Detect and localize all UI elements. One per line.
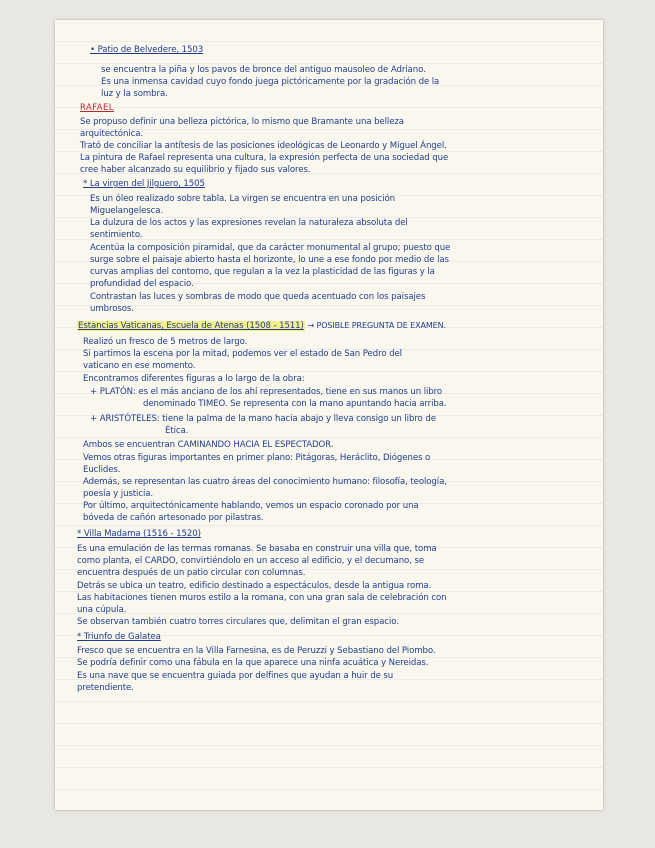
text-line: Es una emulación de las termas romanas. Se basaba en construir una villa que, toma (77, 544, 437, 554)
text-line: Es un óleo realizado sobre tabla. La virgen se encuentra en una posición (90, 194, 395, 204)
text-line: Trató de conciliar la antítesis de las posiciones ideológicas de Leonardo y Miguel Ángel. (80, 141, 447, 151)
text-line: poesía y justicia. (83, 489, 154, 499)
text-line: Si partimos la escena por la mitad, podemos ver el estado de San Pedro del (83, 349, 402, 359)
text-line: curvas amplias del contorno, que regulan a la vez la plasticidad de las figuras y la (90, 267, 435, 277)
text-line: denominado TIMEO. Se representa con la mano apuntando hacia arriba. (143, 399, 447, 409)
text-line: surge sobre el paisaje abierto hasta el horizonte, lo une a ese fondo por medio de las (90, 255, 449, 265)
text-line: cree haber alcanzado su equilibrio y fijado sus valores. (80, 165, 311, 175)
text-line: Por último, arquitectónicamente hablando, vemos un espacio coronado por una (83, 501, 419, 511)
text-line: Realizó un fresco de 5 metros de largo. (83, 337, 248, 347)
text-line: Las habitaciones tienen muros estilo a la romana, con una gran sala de celebración con (77, 593, 447, 603)
text-line: Fresco que se encuentra en la Villa Farnesina, es de Peruzzi y Sebastiano del Piombo. (77, 646, 436, 656)
text-line: una cúpula. (77, 605, 127, 615)
notebook-page (55, 20, 603, 810)
text-line: Vemos otras figuras importantes en primer plano: Pitágoras, Heráclito, Diógenes o (83, 453, 431, 463)
text-line: Se propuso definir una belleza pictórica, lo mismo que Bramante una belleza (80, 117, 404, 127)
text-line: Se observan también cuatro torres circulares que, delimitan el gran espacio. (77, 617, 399, 627)
text-line: Contrastan las luces y sombras de modo que queda acentuado con los paisajes (90, 292, 426, 302)
text-line: encuentra después de un patio circular con columnas. (77, 568, 306, 578)
text-line: Detrás se ubica un teatro, edificio destinado a espectáculos, desde la antigua roma. (77, 581, 432, 591)
text-line: como planta, el CARDO, convirtiéndolo en un acceso al edificio, y el decumano, se (77, 556, 425, 566)
heading-virgen-jilguero: * La virgen del Jilguero, 1505 (83, 179, 205, 189)
text-line: Miguelangelesca. (90, 206, 164, 216)
text-line: Acentúa la composición piramidal, que da carácter monumental al grupo; puesto que (90, 243, 451, 253)
text-line: pretendiente. (77, 683, 134, 693)
highlighted-title: Estancias Vaticanas, Escuela de Atenas (1508 - 1511) (78, 321, 304, 331)
heading-rafael: RAFAEL (80, 102, 114, 112)
text-line: Se podría definir como una fábula en la que aparece una ninfa acuática y Nereidas. (77, 658, 429, 668)
text-line: Es una inmensa cavidad cuyo fondo juega pictóricamente por la gradación de la (101, 77, 440, 87)
text-line: Encontramos diferentes figuras a lo largo de la obra: (83, 374, 305, 384)
text-line: Euclides. (83, 465, 121, 475)
text-line: La pintura de Rafael representa una cultura, la expresión perfecta de una sociedad que (80, 153, 449, 163)
text-line: Además, se representan las cuatro áreas del conocimiento humano: filosofía, teología, (83, 477, 447, 487)
text-line: profundidad del espacio. (90, 279, 194, 289)
heading-triunfo-galatea: * Triunfo de Galatea (77, 632, 161, 642)
text-line: bóveda de cañón artesonado por pilastras. (83, 513, 264, 523)
text-line: La dulzura de los actos y las expresiones revelan la naturaleza absoluta del (90, 218, 408, 228)
text-line: arquitectónica. (80, 129, 144, 139)
text-line: Ética. (165, 426, 189, 436)
text-line: Es una nave que se encuentra guiada por delfines que ayudan a huir de su (77, 671, 394, 681)
text-line: Ambos se encuentran CAMINANDO HACIA EL ESPECTADOR. (83, 440, 334, 450)
text-line: luz y la sombra. (101, 89, 168, 99)
text-line: se encuentra la piña y los pavos de bronce del antiguo mausoleo de Adriano. (101, 65, 426, 75)
text-line: + ARISTÓTELES: tiene la palma de la mano hacia abajo y lleva consigo un libro de (90, 414, 436, 424)
text-line: vaticano en ese momento. (83, 361, 196, 371)
heading-estancias-vaticanas (77, 320, 446, 332)
heading-villa-madama: * Villa Madama (1516 - 1520) (77, 529, 201, 539)
text-line: umbrosos. (90, 304, 134, 314)
exam-note: → POSIBLE PREGUNTA DE EXAMEN. (307, 321, 446, 330)
text-line: + PLATÓN: es el más anciano de los ahí representados, tiene en sus manos un libro (90, 387, 443, 397)
heading-patio-belvedere: • Patio de Belvedere, 1503 (90, 45, 204, 55)
text-line: sentimiento. (90, 230, 143, 240)
